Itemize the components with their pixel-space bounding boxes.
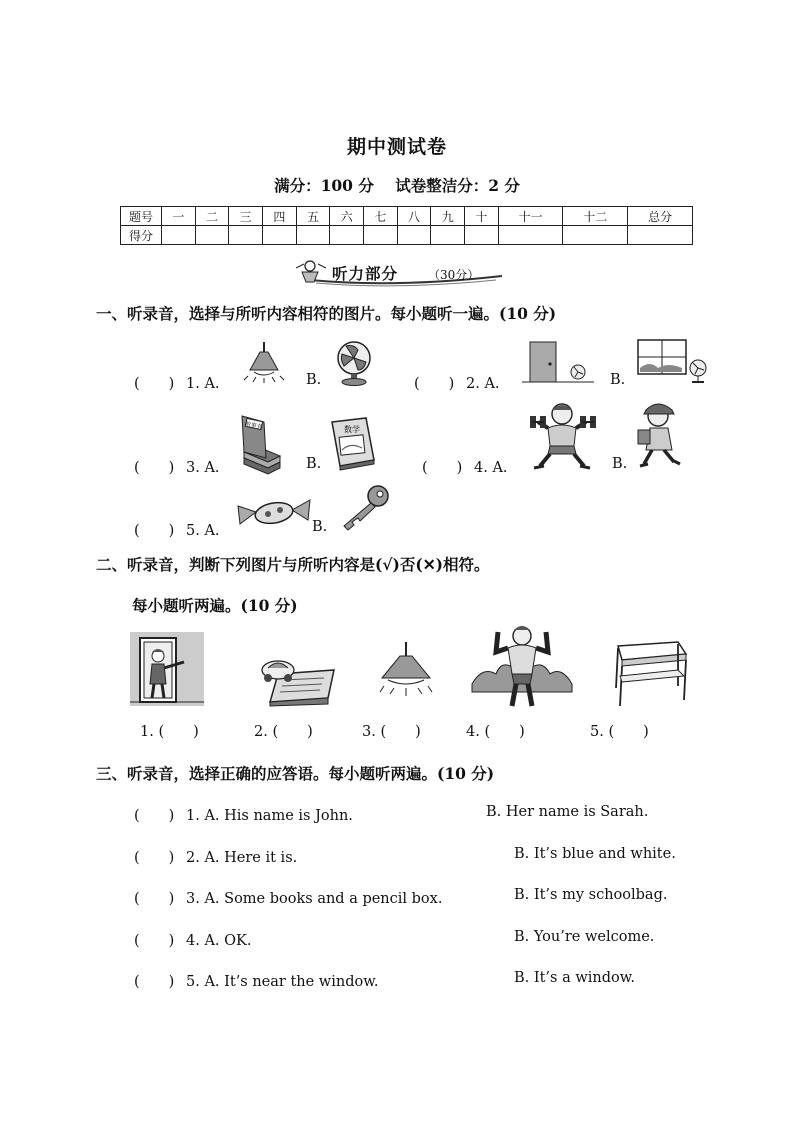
score-col: 六 [330,207,364,226]
option-a: 4. A. OK. [186,933,252,949]
section2-heading: 二、听录音，判断下列图片与所听内容是(√)否(✕)相符。 [96,555,490,574]
score-col: 十二 [563,207,628,226]
score-col: 总分 [628,207,693,226]
answer-paren[interactable]: ( ) [134,376,175,392]
option-b: B. Her name is Sarah. [486,804,649,820]
answer-paren[interactable]: ( ) [414,376,455,392]
window-and-fan-icon [636,338,716,386]
girl-with-bag-icon [634,398,684,472]
s3-q4 [134,929,251,950]
candy-icon [238,496,310,530]
s3-q3 [134,887,442,908]
math-book-icon [330,418,378,470]
score-table-row-label: 题号 [121,207,162,226]
score-cell[interactable] [563,226,628,245]
option-b: B. It’s my schoolbag. [514,887,668,903]
score-col: 一 [162,207,196,226]
score-col: 四 [263,207,297,226]
score-table-row-label: 得分 [121,226,162,245]
s3-q1 [134,804,353,825]
strong-man-icon [472,622,572,710]
score-col: 九 [431,207,465,226]
s1-q2 [414,372,500,393]
lamp-icon [242,342,286,384]
answer-paren[interactable]: ( ) [422,460,463,476]
score-col: 八 [397,207,431,226]
score-cell[interactable] [498,226,563,245]
score-cell[interactable] [296,226,330,245]
listening-banner-title: 听力部分 [332,265,399,283]
option-b: B. It’s a window. [514,970,636,986]
score-cell[interactable] [195,226,229,245]
score-cell[interactable] [397,226,431,245]
score-col: 二 [195,207,229,226]
page-title: 期中测试卷 [346,136,447,158]
fan-icon [334,340,374,386]
storybook-stack-icon [238,412,284,474]
question-number: 4. A. [474,460,508,476]
s2-answer-5[interactable]: 5. ( ) [590,724,649,740]
score-cell[interactable] [162,226,196,245]
s1-q1 [134,372,220,393]
question-number: 5. A. [186,523,220,539]
math-book-label: 数学 [344,425,360,434]
option-b-label: B. [610,372,626,388]
answer-paren[interactable]: ( ) [134,850,175,866]
question-number: 3. A. [186,460,220,476]
score-cell[interactable] [364,226,398,245]
strong-man-dumbbells-icon [526,400,598,472]
question-number: 1. A. [186,376,220,392]
question-number: 2. A. [466,376,500,392]
score-cell[interactable] [263,226,297,245]
s2-answer-2[interactable]: 2. ( ) [254,724,313,740]
key-icon [340,484,390,532]
option-a: 5. A. It’s near the window. [186,974,379,990]
s2-answer-3[interactable]: 3. ( ) [362,724,421,740]
score-col: 十 [465,207,499,226]
option-a: 3. A. Some books and a pencil box. [186,891,443,907]
score-table-header-row [121,207,693,226]
score-cell[interactable] [465,226,499,245]
answer-paren[interactable]: ( ) [134,523,175,539]
score-col: 七 [364,207,398,226]
s1-q5 [134,519,220,540]
section2-subheading: 每小题听两遍。(10 分) [132,596,298,615]
option-b-label: B. [306,372,322,388]
option-b-label: B. [312,519,328,535]
s2-answer-4[interactable]: 4. ( ) [466,724,525,740]
storybook-label: 故事书 [244,421,263,431]
toy-car-and-book-icon [258,654,338,706]
score-table-score-row [121,226,693,245]
s2-answer-1[interactable]: 1. ( ) [140,724,199,740]
score-col: 三 [229,207,263,226]
score-info [0,174,794,196]
answer-paren[interactable]: ( ) [134,808,175,824]
score-cell[interactable] [628,226,693,245]
desk-icon [608,640,688,708]
option-b-label: B. [306,456,322,472]
full-score: 满分：100 分 [274,176,374,195]
lamp-icon [378,642,434,698]
listening-banner-points: （30分） [428,268,480,282]
score-cell[interactable] [431,226,465,245]
door-and-fan-icon [522,340,594,386]
s3-q2 [134,846,297,867]
s1-q4 [422,456,508,477]
answer-paren[interactable]: ( ) [134,974,175,990]
option-a: 1. A. His name is John. [186,808,353,824]
section1-heading: 一、听录音，选择与所听内容相符的图片。每小题听一遍。(10 分) [96,304,557,323]
neat-score: 试卷整洁分：2 分 [395,176,520,195]
score-table [120,206,693,245]
section3-heading: 三、听录音，选择正确的应答语。每小题听两遍。(10 分) [96,764,495,783]
s3-q5 [134,970,379,991]
answer-paren[interactable]: ( ) [134,933,175,949]
option-b-label: B. [612,456,628,472]
score-col: 五 [296,207,330,226]
option-b: B. It’s blue and white. [514,846,676,862]
answer-paren[interactable]: ( ) [134,460,175,476]
girl-closing-door-icon [130,632,204,706]
s1-q3 [134,456,220,477]
answer-paren[interactable]: ( ) [134,891,175,907]
option-b: B. You’re welcome. [514,929,655,945]
score-cell[interactable] [229,226,263,245]
score-cell[interactable] [330,226,364,245]
option-a: 2. A. Here it is. [186,850,298,866]
score-col: 十一 [498,207,563,226]
